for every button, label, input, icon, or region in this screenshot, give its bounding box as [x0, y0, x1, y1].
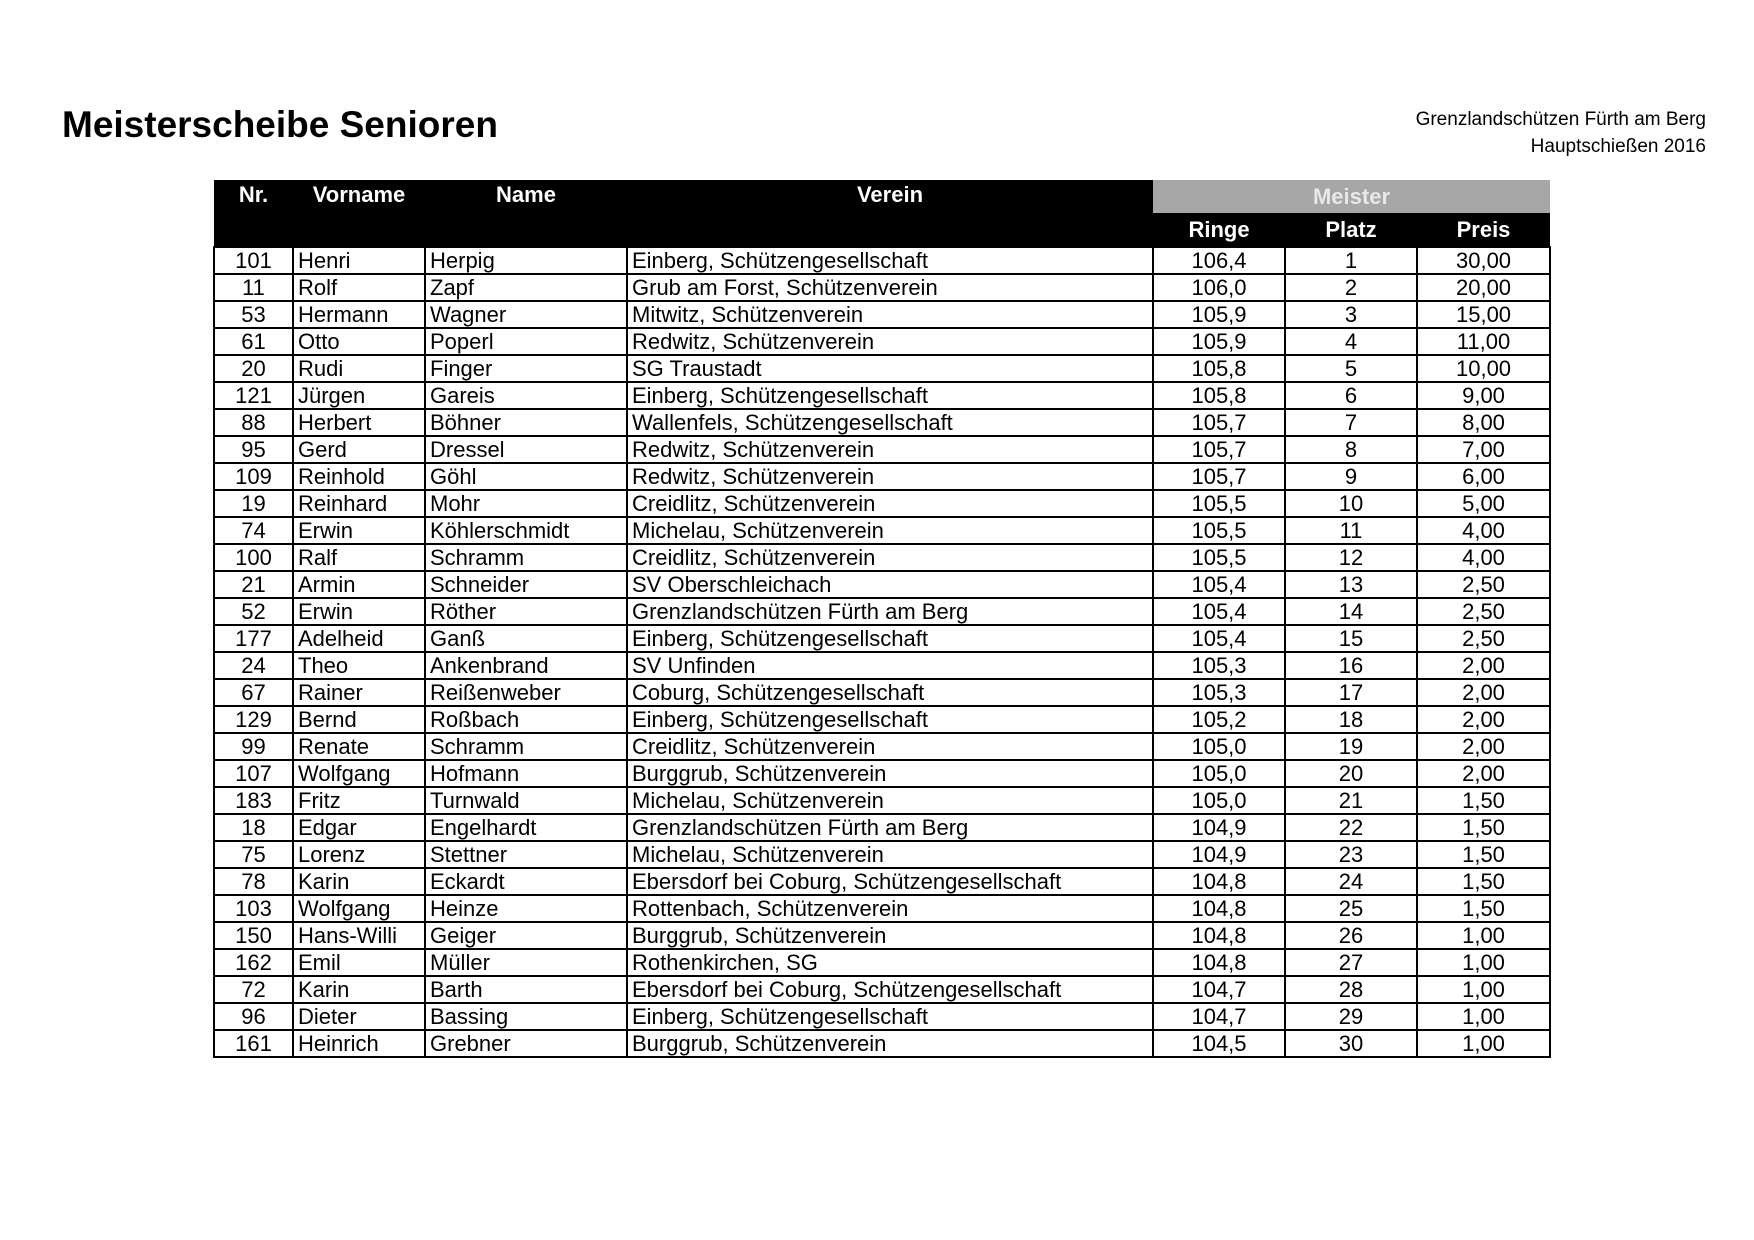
- cell-vorname: Karin: [293, 976, 425, 1003]
- cell-preis: 5,00: [1417, 490, 1550, 517]
- cell-nr: 100: [214, 544, 293, 571]
- cell-nr: 109: [214, 463, 293, 490]
- cell-ringe: 105,3: [1153, 652, 1285, 679]
- cell-nr: 53: [214, 301, 293, 328]
- cell-ringe: 106,4: [1153, 247, 1285, 274]
- cell-platz: 4: [1285, 328, 1417, 355]
- cell-nr: 52: [214, 598, 293, 625]
- cell-vorname: Lorenz: [293, 841, 425, 868]
- cell-nr: 74: [214, 517, 293, 544]
- cell-vorname: Rolf: [293, 274, 425, 301]
- table-row: [214, 409, 1550, 436]
- cell-preis: 8,00: [1417, 409, 1550, 436]
- cell-vorname: Ralf: [293, 544, 425, 571]
- cell-nr: 101: [214, 247, 293, 274]
- cell-name: Göhl: [425, 463, 627, 490]
- cell-nr: 67: [214, 679, 293, 706]
- cell-verein: Redwitz, Schützenverein: [627, 463, 1153, 490]
- cell-ringe: 105,9: [1153, 301, 1285, 328]
- cell-verein: Ebersdorf bei Coburg, Schützengesellschaft: [627, 976, 1153, 1003]
- cell-ringe: 104,9: [1153, 841, 1285, 868]
- cell-verein: Ebersdorf bei Coburg, Schützengesellschaft: [627, 868, 1153, 895]
- cell-vorname: Hans-Willi: [293, 922, 425, 949]
- cell-vorname: Bernd: [293, 706, 425, 733]
- cell-preis: 1,00: [1417, 1003, 1550, 1030]
- cell-name: Mohr: [425, 490, 627, 517]
- cell-ringe: 105,7: [1153, 409, 1285, 436]
- cell-verein: Burggrub, Schützenverein: [627, 922, 1153, 949]
- cell-vorname: Rudi: [293, 355, 425, 382]
- cell-name: Engelhardt: [425, 814, 627, 841]
- cell-preis: 20,00: [1417, 274, 1550, 301]
- cell-vorname: Karin: [293, 868, 425, 895]
- cell-nr: 78: [214, 868, 293, 895]
- table-row: [214, 841, 1550, 868]
- cell-preis: 9,00: [1417, 382, 1550, 409]
- cell-platz: 28: [1285, 976, 1417, 1003]
- cell-verein: Wallenfels, Schützengesellschaft: [627, 409, 1153, 436]
- cell-platz: 30: [1285, 1030, 1417, 1057]
- cell-vorname: Erwin: [293, 517, 425, 544]
- cell-preis: 2,50: [1417, 571, 1550, 598]
- cell-preis: 1,50: [1417, 841, 1550, 868]
- cell-name: Ganß: [425, 625, 627, 652]
- cell-vorname: Reinhard: [293, 490, 425, 517]
- cell-nr: 75: [214, 841, 293, 868]
- cell-name: Herpig: [425, 247, 627, 274]
- cell-nr: 61: [214, 328, 293, 355]
- cell-verein: Rothenkirchen, SG: [627, 949, 1153, 976]
- col-header-verein: Verein: [627, 180, 1153, 247]
- cell-ringe: 104,8: [1153, 895, 1285, 922]
- cell-platz: 18: [1285, 706, 1417, 733]
- cell-ringe: 105,0: [1153, 760, 1285, 787]
- cell-vorname: Erwin: [293, 598, 425, 625]
- cell-ringe: 104,8: [1153, 868, 1285, 895]
- cell-name: Reißenweber: [425, 679, 627, 706]
- cell-ringe: 105,8: [1153, 382, 1285, 409]
- col-header-vorname: Vorname: [293, 180, 425, 247]
- table-row: [214, 1003, 1550, 1030]
- cell-ringe: 105,5: [1153, 490, 1285, 517]
- cell-verein: Creidlitz, Schützenverein: [627, 733, 1153, 760]
- cell-nr: 96: [214, 1003, 293, 1030]
- results-table: [213, 180, 1551, 1058]
- cell-preis: 11,00: [1417, 328, 1550, 355]
- results-body: [214, 247, 1550, 1057]
- cell-ringe: 105,0: [1153, 733, 1285, 760]
- cell-vorname: Otto: [293, 328, 425, 355]
- table-row: [214, 787, 1550, 814]
- cell-platz: 17: [1285, 679, 1417, 706]
- cell-preis: 10,00: [1417, 355, 1550, 382]
- cell-verein: Redwitz, Schützenverein: [627, 436, 1153, 463]
- table-row: [214, 733, 1550, 760]
- cell-ringe: 104,9: [1153, 814, 1285, 841]
- cell-name: Schneider: [425, 571, 627, 598]
- cell-nr: 103: [214, 895, 293, 922]
- cell-verein: Creidlitz, Schützenverein: [627, 490, 1153, 517]
- cell-name: Stettner: [425, 841, 627, 868]
- cell-name: Geiger: [425, 922, 627, 949]
- cell-name: Ankenbrand: [425, 652, 627, 679]
- cell-nr: 88: [214, 409, 293, 436]
- cell-nr: 121: [214, 382, 293, 409]
- cell-preis: 2,00: [1417, 706, 1550, 733]
- cell-preis: 7,00: [1417, 436, 1550, 463]
- cell-ringe: 104,7: [1153, 976, 1285, 1003]
- cell-preis: 1,00: [1417, 1030, 1550, 1057]
- cell-preis: 2,00: [1417, 760, 1550, 787]
- cell-preis: 2,00: [1417, 652, 1550, 679]
- cell-nr: 11: [214, 274, 293, 301]
- col-header-nr: Nr.: [214, 180, 293, 247]
- cell-nr: 183: [214, 787, 293, 814]
- table-row: [214, 328, 1550, 355]
- cell-verein: Einberg, Schützengesellschaft: [627, 625, 1153, 652]
- cell-nr: 162: [214, 949, 293, 976]
- table-row: [214, 355, 1550, 382]
- cell-vorname: Hermann: [293, 301, 425, 328]
- table-row: [214, 760, 1550, 787]
- cell-name: Eckardt: [425, 868, 627, 895]
- cell-ringe: 105,5: [1153, 517, 1285, 544]
- cell-vorname: Reinhold: [293, 463, 425, 490]
- cell-platz: 26: [1285, 922, 1417, 949]
- cell-platz: 23: [1285, 841, 1417, 868]
- cell-verein: Einberg, Schützengesellschaft: [627, 1003, 1153, 1030]
- table-row: [214, 1030, 1550, 1057]
- cell-ringe: 105,0: [1153, 787, 1285, 814]
- table-row: [214, 949, 1550, 976]
- cell-platz: 29: [1285, 1003, 1417, 1030]
- cell-name: Gareis: [425, 382, 627, 409]
- table-row: [214, 679, 1550, 706]
- cell-verein: Coburg, Schützengesellschaft: [627, 679, 1153, 706]
- cell-preis: 1,50: [1417, 814, 1550, 841]
- cell-nr: 161: [214, 1030, 293, 1057]
- col-group-meister: Meister: [1153, 180, 1550, 213]
- cell-ringe: 104,8: [1153, 922, 1285, 949]
- cell-platz: 22: [1285, 814, 1417, 841]
- cell-platz: 27: [1285, 949, 1417, 976]
- org-name: Grenzlandschützen Fürth am Berg: [1415, 109, 1706, 130]
- cell-preis: 1,50: [1417, 787, 1550, 814]
- cell-name: Wagner: [425, 301, 627, 328]
- table-row: [214, 274, 1550, 301]
- cell-vorname: Herbert: [293, 409, 425, 436]
- table-row: [214, 517, 1550, 544]
- cell-nr: 20: [214, 355, 293, 382]
- cell-platz: 21: [1285, 787, 1417, 814]
- cell-name: Schramm: [425, 733, 627, 760]
- cell-preis: 4,00: [1417, 544, 1550, 571]
- cell-ringe: 105,4: [1153, 625, 1285, 652]
- cell-platz: 11: [1285, 517, 1417, 544]
- cell-platz: 20: [1285, 760, 1417, 787]
- table-row: [214, 598, 1550, 625]
- table-row: [214, 544, 1550, 571]
- cell-platz: 10: [1285, 490, 1417, 517]
- table-row: [214, 976, 1550, 1003]
- cell-vorname: Heinrich: [293, 1030, 425, 1057]
- page-title: Meisterscheibe Senioren: [62, 104, 498, 145]
- cell-platz: 12: [1285, 544, 1417, 571]
- cell-verein: SV Unfinden: [627, 652, 1153, 679]
- cell-vorname: Wolfgang: [293, 760, 425, 787]
- cell-preis: 1,50: [1417, 895, 1550, 922]
- cell-name: Hofmann: [425, 760, 627, 787]
- cell-platz: 9: [1285, 463, 1417, 490]
- cell-name: Zapf: [425, 274, 627, 301]
- cell-ringe: 104,8: [1153, 949, 1285, 976]
- cell-platz: 24: [1285, 868, 1417, 895]
- cell-vorname: Emil: [293, 949, 425, 976]
- cell-nr: 150: [214, 922, 293, 949]
- cell-verein: Creidlitz, Schützenverein: [627, 544, 1153, 571]
- cell-preis: 2,00: [1417, 679, 1550, 706]
- cell-ringe: 104,7: [1153, 1003, 1285, 1030]
- cell-vorname: Henri: [293, 247, 425, 274]
- cell-verein: Michelau, Schützenverein: [627, 787, 1153, 814]
- cell-name: Poperl: [425, 328, 627, 355]
- cell-ringe: 105,7: [1153, 463, 1285, 490]
- cell-nr: 18: [214, 814, 293, 841]
- cell-ringe: 105,4: [1153, 598, 1285, 625]
- cell-name: Müller: [425, 949, 627, 976]
- cell-vorname: Fritz: [293, 787, 425, 814]
- table-row: [214, 706, 1550, 733]
- cell-name: Finger: [425, 355, 627, 382]
- cell-vorname: Gerd: [293, 436, 425, 463]
- cell-platz: 6: [1285, 382, 1417, 409]
- cell-name: Schramm: [425, 544, 627, 571]
- cell-ringe: 105,5: [1153, 544, 1285, 571]
- cell-vorname: Adelheid: [293, 625, 425, 652]
- cell-preis: 4,00: [1417, 517, 1550, 544]
- cell-verein: Grenzlandschützen Fürth am Berg: [627, 598, 1153, 625]
- cell-vorname: Renate: [293, 733, 425, 760]
- cell-platz: 7: [1285, 409, 1417, 436]
- cell-nr: 129: [214, 706, 293, 733]
- cell-verein: Redwitz, Schützenverein: [627, 328, 1153, 355]
- cell-nr: 99: [214, 733, 293, 760]
- cell-verein: Michelau, Schützenverein: [627, 517, 1153, 544]
- cell-name: Roßbach: [425, 706, 627, 733]
- table-row: [214, 868, 1550, 895]
- table-row: [214, 895, 1550, 922]
- cell-platz: 8: [1285, 436, 1417, 463]
- cell-vorname: Theo: [293, 652, 425, 679]
- cell-ringe: 105,4: [1153, 571, 1285, 598]
- cell-ringe: 105,9: [1153, 328, 1285, 355]
- table-row: [214, 571, 1550, 598]
- cell-name: Dressel: [425, 436, 627, 463]
- table-row: [214, 301, 1550, 328]
- cell-vorname: Dieter: [293, 1003, 425, 1030]
- cell-nr: 95: [214, 436, 293, 463]
- cell-verein: SV Oberschleichach: [627, 571, 1153, 598]
- cell-platz: 16: [1285, 652, 1417, 679]
- cell-name: Böhner: [425, 409, 627, 436]
- cell-preis: 1,00: [1417, 922, 1550, 949]
- cell-preis: 1,00: [1417, 976, 1550, 1003]
- table-row: [214, 652, 1550, 679]
- table-row: [214, 625, 1550, 652]
- cell-preis: 2,50: [1417, 625, 1550, 652]
- cell-nr: 177: [214, 625, 293, 652]
- cell-platz: 3: [1285, 301, 1417, 328]
- cell-ringe: 105,8: [1153, 355, 1285, 382]
- cell-verein: Mitwitz, Schützenverein: [627, 301, 1153, 328]
- cell-verein: Burggrub, Schützenverein: [627, 1030, 1153, 1057]
- cell-platz: 5: [1285, 355, 1417, 382]
- col-header-name: Name: [425, 180, 627, 247]
- table-row: [214, 436, 1550, 463]
- cell-nr: 24: [214, 652, 293, 679]
- cell-ringe: 105,7: [1153, 436, 1285, 463]
- table-row: [214, 382, 1550, 409]
- cell-nr: 21: [214, 571, 293, 598]
- cell-verein: Grub am Forst, Schützenverein: [627, 274, 1153, 301]
- cell-nr: 19: [214, 490, 293, 517]
- col-header-platz: Platz: [1285, 213, 1417, 247]
- table-row: [214, 814, 1550, 841]
- cell-platz: 14: [1285, 598, 1417, 625]
- cell-preis: 30,00: [1417, 247, 1550, 274]
- cell-verein: Michelau, Schützenverein: [627, 841, 1153, 868]
- cell-vorname: Wolfgang: [293, 895, 425, 922]
- cell-ringe: 104,5: [1153, 1030, 1285, 1057]
- cell-name: Barth: [425, 976, 627, 1003]
- cell-preis: 2,50: [1417, 598, 1550, 625]
- cell-ringe: 105,3: [1153, 679, 1285, 706]
- cell-ringe: 106,0: [1153, 274, 1285, 301]
- cell-platz: 1: [1285, 247, 1417, 274]
- cell-name: Röther: [425, 598, 627, 625]
- cell-preis: 2,00: [1417, 733, 1550, 760]
- col-header-preis: Preis: [1417, 213, 1550, 247]
- cell-vorname: Armin: [293, 571, 425, 598]
- cell-ringe: 105,2: [1153, 706, 1285, 733]
- cell-name: Grebner: [425, 1030, 627, 1057]
- cell-platz: 13: [1285, 571, 1417, 598]
- table-row: [214, 490, 1550, 517]
- table-row: [214, 463, 1550, 490]
- cell-vorname: Edgar: [293, 814, 425, 841]
- cell-name: Bassing: [425, 1003, 627, 1030]
- cell-platz: 19: [1285, 733, 1417, 760]
- col-header-ringe: Ringe: [1153, 213, 1285, 247]
- table-row: [214, 247, 1550, 274]
- cell-verein: Einberg, Schützengesellschaft: [627, 382, 1153, 409]
- cell-platz: 15: [1285, 625, 1417, 652]
- header-row: [214, 180, 1550, 213]
- cell-verein: Einberg, Schützengesellschaft: [627, 247, 1153, 274]
- cell-name: Köhlerschmidt: [425, 517, 627, 544]
- cell-platz: 2: [1285, 274, 1417, 301]
- cell-verein: Rottenbach, Schützenverein: [627, 895, 1153, 922]
- cell-preis: 6,00: [1417, 463, 1550, 490]
- cell-preis: 15,00: [1417, 301, 1550, 328]
- cell-verein: Burggrub, Schützenverein: [627, 760, 1153, 787]
- cell-verein: Einberg, Schützengesellschaft: [627, 706, 1153, 733]
- cell-preis: 1,00: [1417, 949, 1550, 976]
- event-name: Hauptschießen 2016: [1530, 136, 1706, 157]
- cell-vorname: Jürgen: [293, 382, 425, 409]
- cell-platz: 25: [1285, 895, 1417, 922]
- cell-nr: 107: [214, 760, 293, 787]
- cell-name: Heinze: [425, 895, 627, 922]
- cell-nr: 72: [214, 976, 293, 1003]
- cell-verein: SG Traustadt: [627, 355, 1153, 382]
- cell-name: Turnwald: [425, 787, 627, 814]
- cell-verein: Grenzlandschützen Fürth am Berg: [627, 814, 1153, 841]
- org-info: [1416, 106, 1706, 160]
- cell-preis: 1,50: [1417, 868, 1550, 895]
- cell-vorname: Rainer: [293, 679, 425, 706]
- table-row: [214, 922, 1550, 949]
